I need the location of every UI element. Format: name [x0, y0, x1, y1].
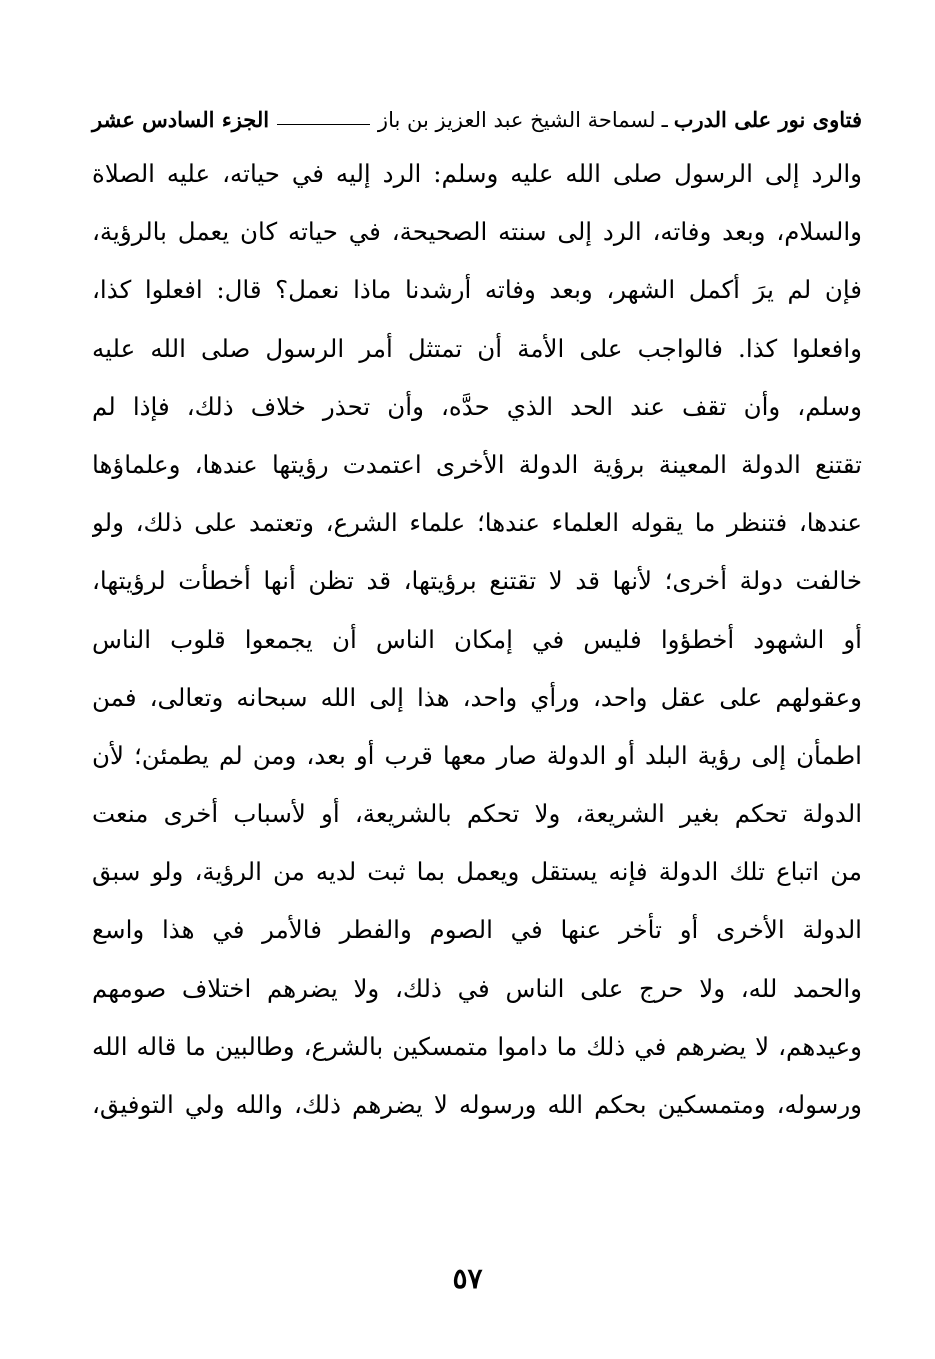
- text-line: تقتنع الدولة المعينة برؤية الدولة الأخرى اعتمدت رؤيتها عندها، وعلماؤها: [92, 449, 862, 479]
- text-line: أو الشهود أخطؤوا فليس في إمكان الناس أن يجمعوا قلوب الناس: [92, 624, 862, 654]
- volume-label: الجزء السادس عشر: [92, 107, 270, 132]
- text-line: اطمأن إلى رؤية البلد أو الدولة صار معها قرب أو بعد، ومن لم يطمئن؛ لأن: [92, 740, 862, 770]
- text-line: وعقولهم على عقل واحد، ورأي واحد، هذا إلى الله سبحانه وتعالى، فمن: [92, 682, 862, 712]
- header-dash: ـ: [661, 108, 668, 132]
- text-line: من اتباع تلك الدولة فإنه يستقل ويعمل بما ثبت لديه من الرؤية، ولو سبق: [92, 857, 862, 887]
- text-line: فإن لم يرَ أكمل الشهر، وبعد وفاته أرشدنا ماذا نعمل؟ قال: افعلوا كذا،: [92, 275, 862, 305]
- text-line: والرد إلى الرسول صلى الله عليه وسلم: الرد إليه في حياته، عليه الصلاة: [92, 159, 862, 188]
- book-title: فتاوى نور على الدرب: [673, 107, 862, 132]
- body-text: [92, 145, 862, 1134]
- text-line: وافعلوا كذا. فالواجب على الأمة أن تمتثل أمر الرسول صلى الله عليه: [92, 333, 862, 363]
- text-line: عندها، فتنظر ما يقوله العلماء عندها؛ علماء الشرع، وتعتمد على ذلك، ولو: [92, 508, 862, 538]
- text-line: الدولة الأخرى أو تأخر عنها في الصوم والفطر فالأمر في هذا واسع: [92, 915, 862, 945]
- header-rule: [277, 124, 370, 125]
- text-line: الدولة تحكم بغير الشريعة، ولا تحكم بالشريعة، أو لأسباب أخرى منعت: [92, 799, 862, 829]
- author-name: لسماحة الشيخ عبد العزيز بن باز: [377, 108, 656, 132]
- text-line: وعيدهم، لا يضرهم في ذلك ما داموا متمسكين بالشرع، وطالبين ما قاله الله: [92, 1031, 862, 1061]
- text-line: خالفت دولة أخرى؛ لأنها قد لا تقتنع برؤيتها، قد تظن أنها أخطأت لرؤيتها،: [92, 566, 862, 596]
- page-number: ٥٧: [452, 1262, 483, 1295]
- running-header: [92, 100, 862, 140]
- text-line: والسلام، وبعد وفاته، الرد إلى سنته الصحيحة، في حياته كان يعمل بالرؤية،: [92, 217, 862, 247]
- text-line: ورسوله، ومتمسكين بحكم الله ورسوله لا يضرهم ذلك، والله ولي التوفيق،: [92, 1090, 862, 1119]
- text-line: والحمد لله، ولا حرج على الناس في ذلك، ولا يضرهم اختلاف صومهم: [92, 973, 862, 1003]
- text-line: وسلم، وأن تقف عند الحد الذي حدَّه، وأن تحذر خلاف ذلك، فإذا لم: [92, 391, 862, 421]
